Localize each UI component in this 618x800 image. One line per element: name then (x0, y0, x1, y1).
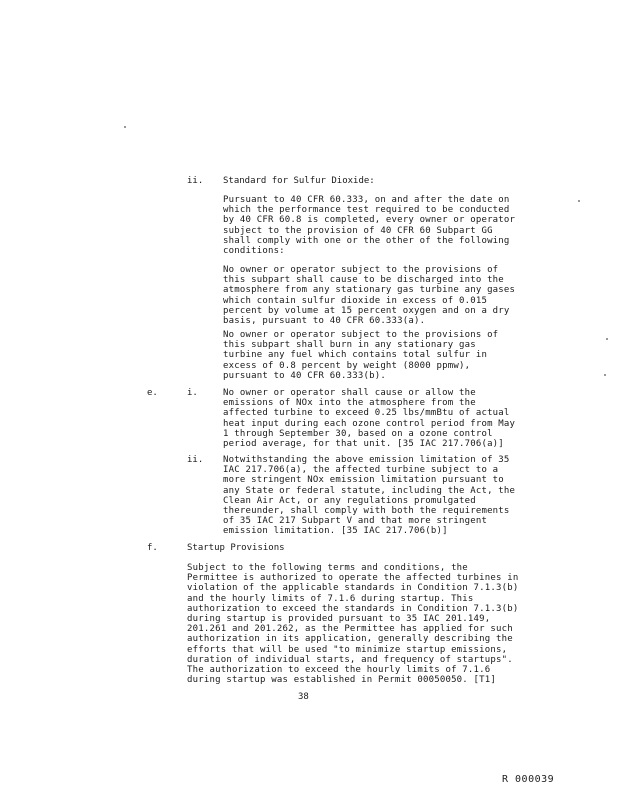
item-e-i-body: No owner or operator shall cause or allow the emissions of NOx into the atmosphere from the affected turbine to exceed 0.25 lbs/mmBtu of actual heat input during each ozone control period from May 1 through September 30, based on a ozone control period average, for that unit. [35 IAC 217.706(a)] (223, 388, 516, 450)
item-ii-condition-a: No owner or operator subject to the provisions of this subpart shall cause to be discharged into the atmosphere from any stationary gas turbine any gases which contain sulfur dioxide in excess of 0.015 percent by volume at 15 percent oxygen and on a dry basis, pursuant to 40 CFR 60.333(a). (223, 265, 516, 327)
scan-speck (578, 200, 580, 202)
item-f-heading: Startup Provisions (187, 543, 285, 553)
item-f-marker: f. (147, 543, 158, 553)
item-ii-body: Pursuant to 40 CFR 60.333, on and after the date on which the performance test required to be conducted by 40 CFR 60.8 is completed, every owner or operator subject to the provision of 40 CFR 60 Subpart GG shall comply with one or the other of the following conditions: (223, 195, 516, 257)
scan-speck (606, 338, 608, 340)
item-ii-heading: Standard for Sulfur Dioxide: (223, 176, 375, 186)
item-f-body: Subject to the following terms and conditions, the Permittee is authorized to operate the affected turbines in violation of the applicable standards in Condition 7.1.3(b) and the hourly limits of 7.1.6 during startup. This authorization to exceed the standards in Condition 7.1.3(b) during startup is provided pursuant to 35 IAC 201.149, 201.261 and 201.262, as the Permittee has applied for such authorization in its application, generally describing the efforts that will be used "to minimize startup emissions, duration of individual starts, and frequency of startups". The authorization to exceed the hourly limits of 7.1.6 during startup was established in Permit 00050050. [T1] (187, 563, 519, 686)
item-e-i-marker: i. (187, 388, 198, 398)
item-e-ii-marker: ii. (187, 455, 204, 465)
scan-speck (124, 126, 126, 128)
scan-speck (604, 374, 606, 376)
item-e-marker: e. (147, 388, 158, 398)
item-ii-condition-b: No owner or operator subject to the provisions of this subpart shall burn in any stationary gas turbine any fuel which contains total sulfur in excess of 0.8 percent by weight (8000 ppmw), pursuant to 40 CFR 60.333(b). (223, 330, 499, 381)
bates-number: R 000039 (502, 774, 555, 785)
item-ii-marker: ii. (187, 176, 204, 186)
item-e-ii-body: Notwithstanding the above emission limitation of 35 IAC 217.706(a), the affected turbine subject to a more stringent NOx emission limitation pursuant to any State or federal statute, including the Act, the Clean Air Act, or any regulations promulgated thereunder, shall comply with both the requirements of 35 IAC 217 Subpart V and that more stringent emission limitation. [35 IAC 217.706(b)] (223, 455, 516, 537)
page-number: 38 (298, 692, 309, 702)
